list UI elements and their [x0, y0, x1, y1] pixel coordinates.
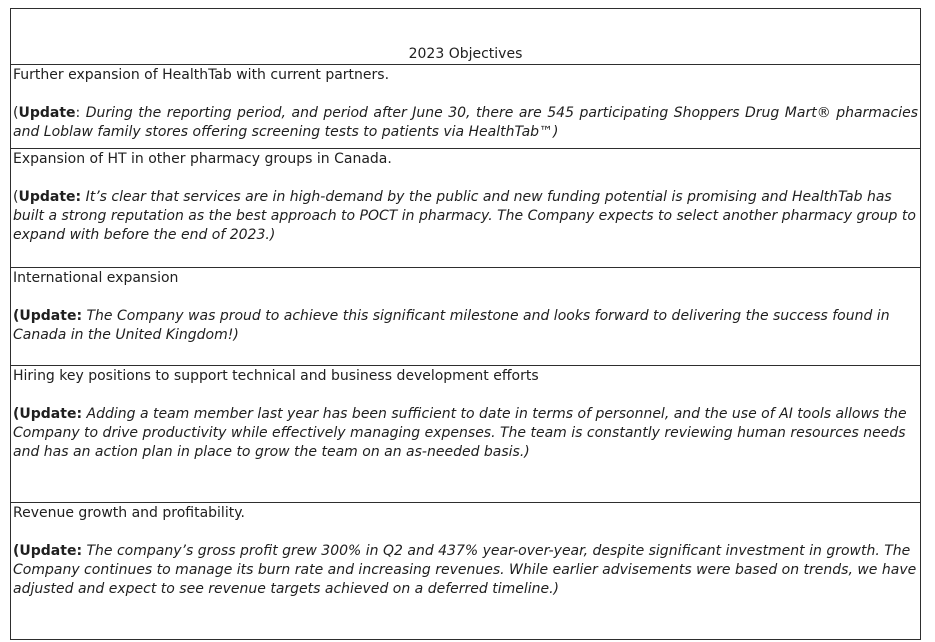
- update-paragraph: [13, 104, 918, 142]
- objective-cell: [11, 65, 921, 149]
- blank-line: [13, 386, 918, 405]
- blank-line: [13, 245, 918, 264]
- blank-line: [13, 85, 918, 104]
- objective-text: Further expansion of HealthTab with current partners.: [13, 67, 390, 83]
- blank-line: [13, 288, 918, 307]
- objective-cell: [11, 268, 921, 366]
- update-paragraph: [13, 542, 918, 599]
- objective-row: [11, 65, 921, 149]
- update-text: During the reporting period, and period after June 30, there are 545 participating Shoppers Drug Mart® pharmacies and Loblaw family stores offering screening tests to patients via HealthTab™): [13, 105, 918, 140]
- objective-cell: [11, 149, 921, 268]
- update-paragraph: [13, 307, 918, 345]
- objective-row: [11, 503, 921, 640]
- update-label: (Update:: [13, 308, 83, 324]
- update-text: The company’s gross profit grew 300% in Q2 and 437% year-over-year, despite significant investment in growth. The Company continues to manage its burn rate and increasing revenues. While earlier advisements were based on trends, we have adjusted and expect to see revenue targets achieved on a deferred timeline.): [13, 543, 917, 597]
- objective-text: Revenue growth and profitability.: [13, 505, 245, 521]
- objective-text: Hiring key positions to support technical and business development efforts: [13, 368, 539, 384]
- objectives-table: [10, 8, 921, 640]
- update-label: Update: [18, 105, 76, 121]
- blank-line: [13, 599, 918, 618]
- blank-line: [13, 462, 918, 481]
- page-title: 2023 Objectives: [408, 46, 523, 62]
- update-text: Adding a team member last year has been sufficient to date in terms of personnel, and the use of AI tools allows the Company to drive productivity while effectively managing expenses. The team is constantly reviewing human resources needs and has an action plan in place to grow the team on an as-needed basis.): [13, 406, 907, 460]
- objective-text: International expansion: [13, 270, 179, 286]
- objectives-document: [10, 8, 921, 640]
- objective-cell: [11, 503, 921, 640]
- update-text: The Company was proud to achieve this significant milestone and looks forward to delivering the success found in Canada in the United Kingdom!): [13, 308, 890, 343]
- objective-row: [11, 149, 921, 268]
- update-label: (Update:: [13, 543, 83, 559]
- table-header-cell: [11, 9, 921, 65]
- update-paragraph: [13, 188, 918, 245]
- update-label: Update:: [18, 189, 82, 205]
- objective-cell: [11, 366, 921, 503]
- update-text: It’s clear that services are in high-demand by the public and new funding potential is promising and HealthTab has built a strong reputation as the best approach to POCT in pharmacy. The Company expects to select another pharmacy group to expand with before the end of 2023.): [13, 189, 916, 243]
- header-row: [11, 9, 921, 65]
- update-prefix: (: [13, 189, 19, 205]
- update-label: (Update:: [13, 406, 83, 422]
- blank-line: [13, 345, 918, 364]
- objective-text: Expansion of HT in other pharmacy groups in Canada.: [13, 151, 392, 167]
- blank-line: [13, 169, 918, 188]
- objective-row: [11, 366, 921, 503]
- update-prefix: (: [13, 105, 19, 121]
- objective-row: [11, 268, 921, 366]
- update-paragraph: [13, 405, 918, 462]
- update-separator: :: [75, 105, 86, 121]
- blank-line: [13, 523, 918, 542]
